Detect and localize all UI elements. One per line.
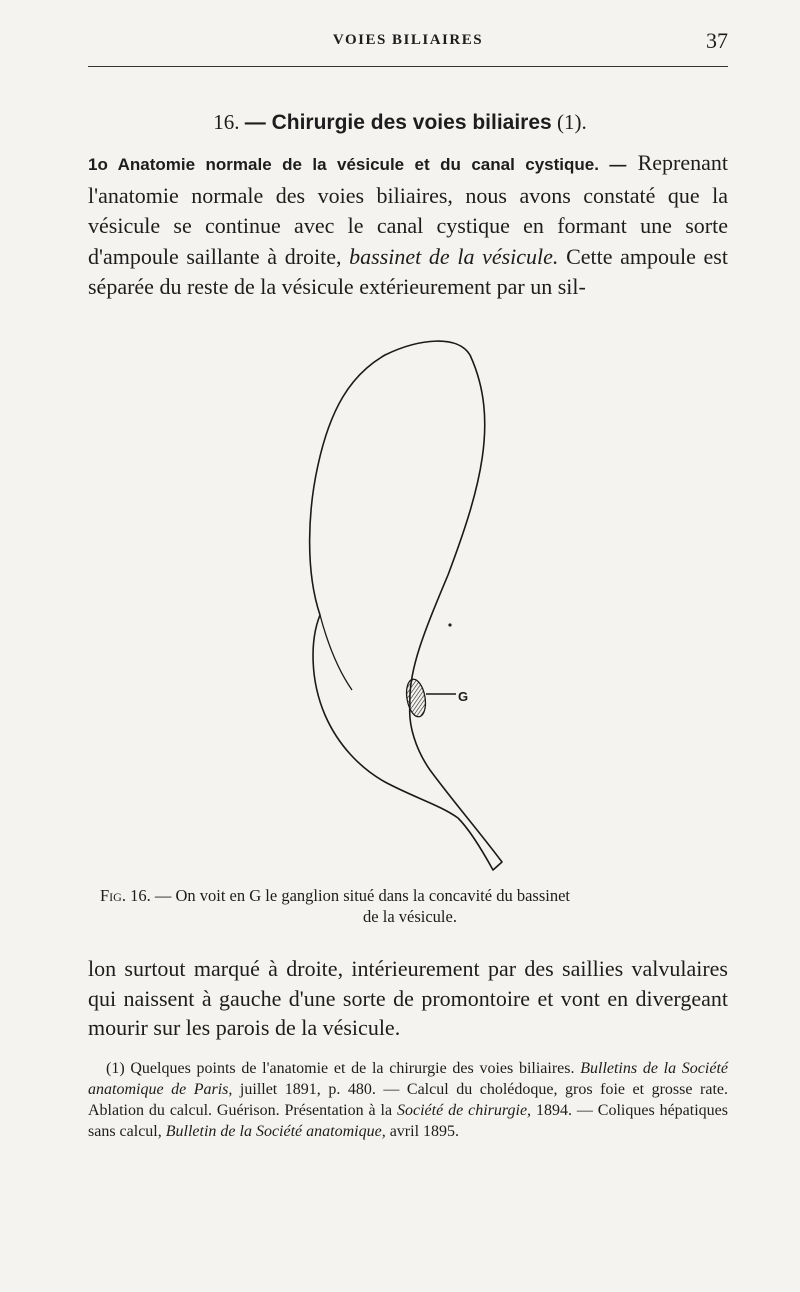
footnote-citation-1: Bulletins de la Société anatomique de Paris, <box>88 1060 729 1098</box>
small-dot <box>448 623 451 626</box>
ganglion-label: G <box>458 689 469 704</box>
header-rule <box>88 66 728 67</box>
footnote-reference: (1). <box>556 110 587 134</box>
caption-label: Fig. 16. <box>100 886 151 905</box>
paragraph-term: bassinet de la vésicule. <box>349 243 559 269</box>
section-title: — Chirurgie des voies biliaires <box>244 111 552 134</box>
footnote-citation-2: Société de chirurgie, <box>396 1102 532 1119</box>
running-title: VOIES BILIAIRES <box>332 32 484 48</box>
ganglion-marker <box>404 678 428 719</box>
paragraph-text-2: Cette ampoule est séparée du reste de la vésicule extérieurement par un sil- <box>88 243 728 299</box>
section-number: 16. <box>213 110 240 134</box>
footnote-citation-3: Bulletin de la Société anatomique, <box>165 1123 386 1140</box>
vesicle-outline <box>310 341 502 870</box>
paragraph-lead: 1o Anatomie normale de la vésicule et du canal cystique. — <box>88 155 627 174</box>
paragraph-continuation: lon surtout marqué à droite, intérieurement par des saillies valvulaires qui naissent à gauche d'une sorte de promontoire et vont en divergeant mourir sur les parois de la vésicule. <box>88 956 728 1040</box>
footnote <box>88 1058 728 1142</box>
running-head <box>88 28 728 58</box>
page-number: 37 <box>706 28 728 53</box>
footnote-text-4: avril 1895. <box>385 1123 460 1140</box>
figure-caption <box>100 885 720 927</box>
section-heading <box>0 110 800 135</box>
gallbladder-drawing <box>290 330 530 875</box>
fold-line <box>320 615 352 690</box>
footnote-text-3: 1894. — Coliques hépatiques sans calcul, <box>88 1102 729 1140</box>
paragraph-anatomy <box>88 148 728 303</box>
paragraph-text-1: Reprenant l'anatomie normale des voies biliaires, nous avons constaté que la vésicule se continue avec le canal cystique en formant une sorte d'ampoule saillante à droite, <box>88 150 728 269</box>
footnote-text-1: (1) Quelques points de l'anatomie et de la chirurgie des voies biliaires. <box>106 1060 581 1077</box>
caption-line-2: de la vésicule. <box>363 907 457 926</box>
gallbladder-figure <box>290 330 530 875</box>
footnote-text-2: juillet 1891, p. 480. — Calcul du cholédoque, gros foie et grosse rate. Ablation du calcul. Guérison. Présentation à la <box>88 1081 728 1119</box>
caption-line-1: — On voit en G le ganglion situé dans la concavité du bassinet <box>150 886 571 905</box>
